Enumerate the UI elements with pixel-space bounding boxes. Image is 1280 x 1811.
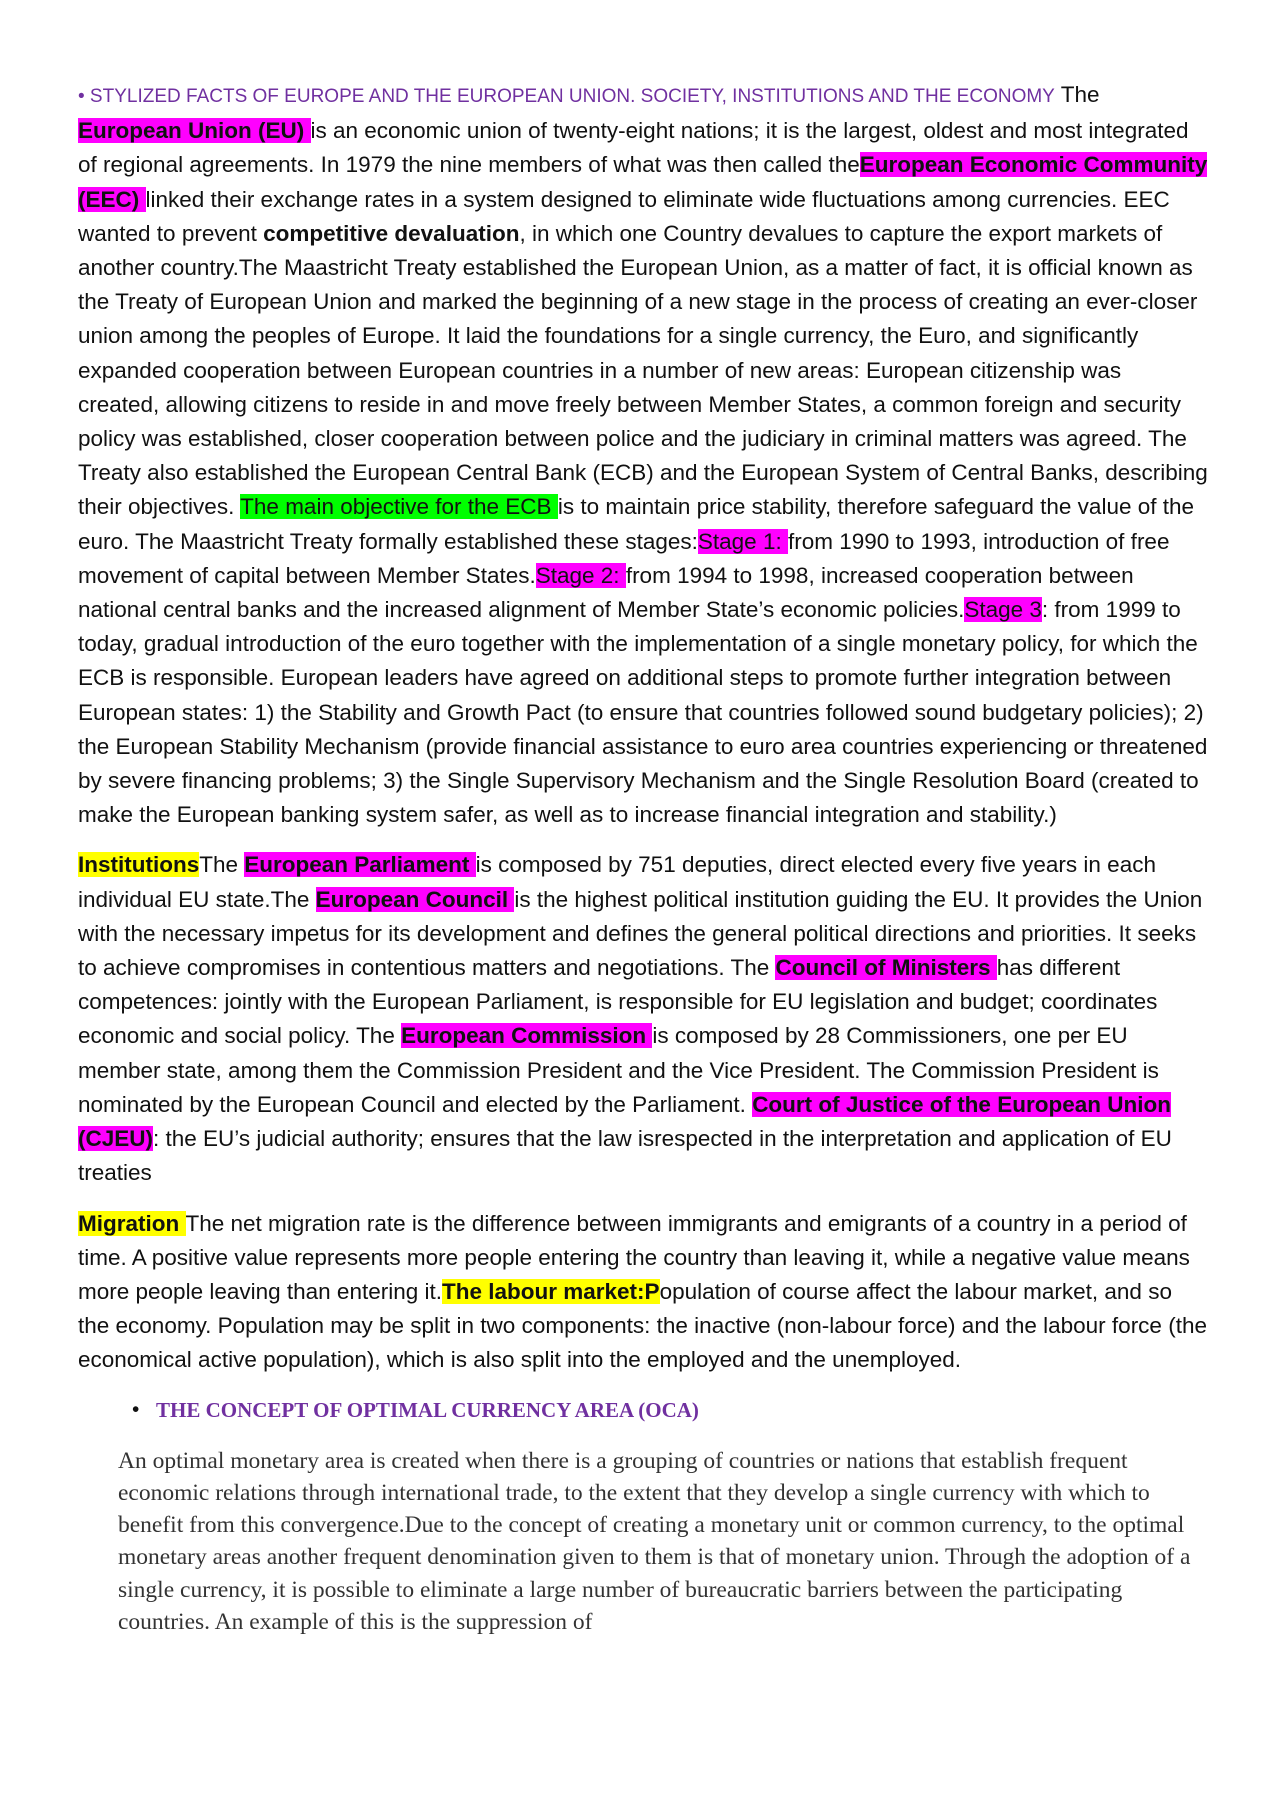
highlight-stage-3: Stage 3: [964, 597, 1042, 623]
text-run: opulation of course affect the labour market, and so the economy. Population may be split in two components: the inactive (non-labour force) and the labour force (the economical active population), which is also split into the employed and the unemployed.: [78, 1278, 1207, 1373]
paragraph-eu-overview: [78, 78, 1208, 832]
paragraph-migration: [78, 1207, 1208, 1378]
text-run: is composed by 751 deputies, direct elected every five years in each individual EU state.The: [78, 852, 1156, 912]
highlight-labour-market: The labour market:P: [442, 1278, 660, 1304]
text-run: is an economic union of twenty-eight nations; it is the largest, oldest and most integrated of regional agreements. In 1979 the nine members of what was then called the: [78, 118, 1189, 178]
text-run: The: [199, 852, 245, 878]
text-run: linked their exchange rates in a system designed to eliminate wide fluctuations among currencies. EEC wanted to prevent: [78, 186, 1170, 246]
highlight-migration: Migration: [78, 1210, 186, 1236]
section-heading: • STYLIZED FACTS OF EUROPE AND THE EUROPEAN UNION. SOCIETY, INSTITUTIONS AND THE ECONOMY: [78, 86, 1055, 107]
highlight-eu: European Union (EU): [78, 118, 311, 144]
text-run: is to maintain price stability, therefore safeguard the value of the euro. The Maastricht Treaty formally established these stages:: [78, 494, 1195, 554]
text-run: is the highest political institution guiding the EU. It provides the Union with the necessary impetus for its development and defines the general political directions and priorities. It seeks to achieve compromises in contentious matters and negotiations. The: [78, 886, 1203, 981]
text-run: is composed by 28 Commissioners, one per EU member state, among them the Commission President and the Vice President. The Commission President is nominated by the European Council and elected by the Parliament.: [78, 1023, 1159, 1117]
document-page: [78, 78, 1208, 1638]
text-run: The: [1054, 82, 1100, 107]
highlight-council-of-ministers: Council of Ministers: [775, 955, 997, 981]
highlight-eec: European Economic Community (EEC): [78, 152, 1208, 212]
text-run: : from 1999 to today, gradual introduction of the euro together with the implementation of a single monetary policy, for which the ECB is responsible. European leaders have agreed on additional steps to promote further integration between European states: 1) the Stability and Growth Pact (to ensure that countries followed sound budgetary policies); 2) the European Stability Mechanism (provide financial assistance to euro area countries experiencing or threatened by severe financing problems; 3) the Single Supervisory Mechanism and the Single Resolution Board (created to make the European banking system safer, as well as to increase financial integration and stability.): [78, 597, 1208, 828]
text-run: from 1994 to 1998, increased cooperation between national central banks and the increased alignment of Member State’s economic policies.: [78, 562, 1134, 623]
text-run: : the EU’s judicial authority; ensures that the law isrespected in the interpretation and application of EU treaties: [78, 1126, 1172, 1186]
bold-competitive-devaluation: competitive devaluation: [263, 220, 520, 246]
highlight-european-council: European Council: [315, 886, 515, 912]
highlight-european-parliament: European Parliament: [244, 852, 476, 878]
text-run: from 1990 to 1993, introduction of free movement of capital between Member States.: [78, 528, 1170, 588]
bullet-icon: •: [132, 1396, 140, 1421]
highlight-stage-1: Stage 1:: [697, 528, 788, 554]
highlight-stage-2: Stage 2:: [535, 562, 626, 588]
text-run: has different competences: jointly with the European Parliament, is responsible for EU legislation and budget; coordinates economic and social policy. The: [78, 955, 1158, 1049]
paragraph-oca-body: An optimal monetary area is created when there is a grouping of countries or nations that establish frequent economic relations through international trade, to the extent that they develop a single currency with which to benefit from this convergence.Due to the concept of creating a monetary unit or common currency, to the optimal monetary areas another frequent denomination given to them is that of monetary union. Through the adoption of a single currency, it is possible to eliminate a large number of bureaucratic barriers between the participating countries. An example of this is the suppression of: [118, 1447, 1191, 1635]
highlight-ecb-objective: The main objective for the ECB: [240, 494, 558, 520]
text-run: The net migration rate is the difference between immigrants and emigrants of a country in a period of time. A positive value represents more people entering the country than leaving it, while a negative value means more people leaving than entering it.: [78, 1210, 1190, 1304]
oca-heading: [78, 1398, 1208, 1423]
paragraph-institutions: [78, 848, 1208, 1190]
highlight-institutions: Institutions: [78, 852, 200, 878]
text-run: , in which one Country devalues to capture the export markets of another country.The Maastricht Treaty established the European Union, as a matter of fact, it is official known as the Treaty of European Union and marked the beginning of a new stage in the process of creating an ever-closer union among the peoples of Europe. It laid the foundations for a single currency, the Euro, and significantly expanded cooperation between European countries in a number of new areas: European citizenship was created, allowing citizens to reside in and move freely between Member States, a common foreign and security policy was established, closer cooperation between police and the judiciary in criminal matters was agreed. The Treaty also established the European Central Bank (ECB) and the European System of Central Banks, describing their objectives.: [78, 220, 1208, 520]
oca-title-text: THE CONCEPT OF OPTIMAL CURRENCY AREA (OCA): [156, 1397, 699, 1422]
highlight-cjeu: Court of Justice of the European Union (CJEU): [78, 1091, 1171, 1152]
highlight-european-commission: European Commission: [401, 1023, 653, 1049]
